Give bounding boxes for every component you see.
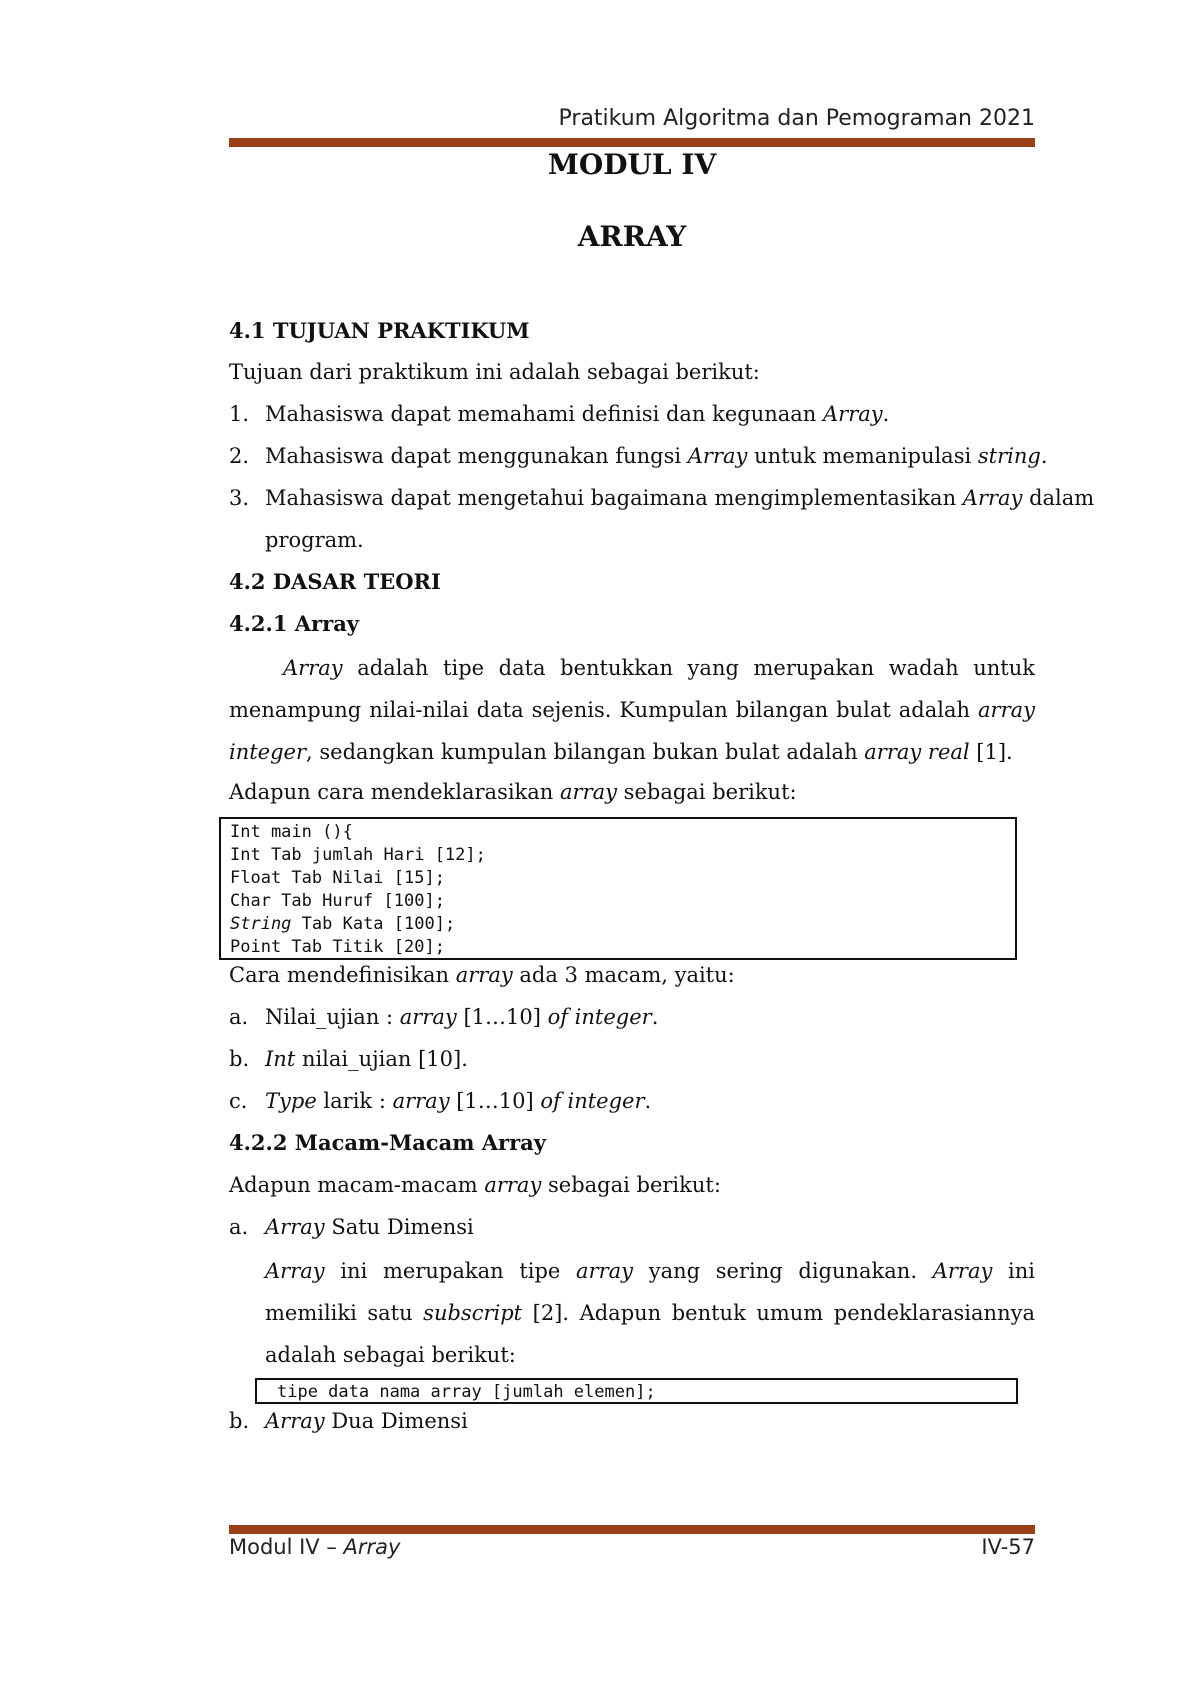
list-letter: a. xyxy=(229,1005,249,1029)
module-subtitle: ARRAY xyxy=(577,220,687,253)
definition-item: Type larik : array [1…10] of integer. xyxy=(265,1089,652,1113)
code-line: Int main (){ xyxy=(230,822,353,842)
code-block-declaration xyxy=(219,817,1017,960)
module-title: MODUL IV xyxy=(547,148,717,181)
type-item: Array Satu Dimensi xyxy=(265,1215,474,1239)
header-rule xyxy=(229,138,1035,147)
code-line: Point Tab Titik [20]; xyxy=(230,937,445,957)
definition-item: Nilai_ujian : array [1…10] of integer. xyxy=(265,1005,659,1029)
list-item: Mahasiswa dapat mengetahui bagaimana mengimplementasikan Array dalam xyxy=(265,486,1095,510)
footer-module-label: Modul IV – Array xyxy=(229,1535,401,1559)
subsection-heading-4-2-1: 4.2.1 Array xyxy=(229,611,359,636)
code-line: Int Tab jumlah Hari [12]; xyxy=(230,845,486,865)
code-block-syntax xyxy=(255,1378,1018,1404)
running-header: Pratikum Algoritma dan Pemograman 2021 xyxy=(558,106,1035,131)
list-letter: c. xyxy=(229,1089,248,1113)
types-intro: Adapun macam-macam array sebagai berikut: xyxy=(229,1173,721,1197)
definition-item: Int nilai_ujian [10]. xyxy=(265,1047,468,1071)
type-item: Array Dua Dimensi xyxy=(265,1409,468,1433)
section-intro: Tujuan dari praktikum ini adalah sebagai berikut: xyxy=(229,360,760,384)
list-number: 1. xyxy=(229,402,250,426)
code-line: Float Tab Nilai [15]; xyxy=(230,868,445,888)
declaration-intro: Adapun cara mendeklarasikan array sebagai berikut: xyxy=(229,780,797,804)
paragraph-one-dimension: Array ini merupakan tipe array yang sering digunakan. Array ini memiliki satu subscript [2]. Adapun bentuk umum pendeklarasiannya adalah sebagai berikut: xyxy=(265,1259,1035,1367)
list-item: Mahasiswa dapat menggunakan fungsi Array untuk memanipulasi string. xyxy=(265,444,1048,468)
section-heading-4-2: 4.2 DASAR TEORI xyxy=(229,569,441,594)
code-line: String Tab Kata [100]; xyxy=(230,914,456,934)
list-item-continuation: program. xyxy=(265,528,364,552)
section-heading-4-1: 4.1 TUJUAN PRAKTIKUM xyxy=(229,318,530,343)
list-item: Mahasiswa dapat memahami definisi dan kegunaan Array. xyxy=(265,402,890,426)
definition-intro: Cara mendefinisikan array ada 3 macam, yaitu: xyxy=(229,963,735,987)
list-letter: b. xyxy=(229,1409,250,1433)
code-line: Char Tab Huruf [100]; xyxy=(230,891,445,911)
list-number: 3. xyxy=(229,486,250,510)
list-letter: b. xyxy=(229,1047,250,1071)
page-number: IV-57 xyxy=(981,1535,1035,1559)
footer-rule xyxy=(229,1525,1035,1534)
list-letter: a. xyxy=(229,1215,249,1239)
code-line: tipe data nama array [jumlah elemen]; xyxy=(277,1382,656,1402)
paragraph-array-definition: Array adalah tipe data bentukkan yang merupakan wadah untuk menampung nilai-nilai data sejenis. Kumpulan bilangan bulat adalah array integer, sedangkan kumpulan bilangan bukan bulat adalah array real [1]. xyxy=(229,656,1035,764)
list-number: 2. xyxy=(229,444,250,468)
subsection-heading-4-2-2: 4.2.2 Macam-Macam Array xyxy=(229,1130,546,1155)
